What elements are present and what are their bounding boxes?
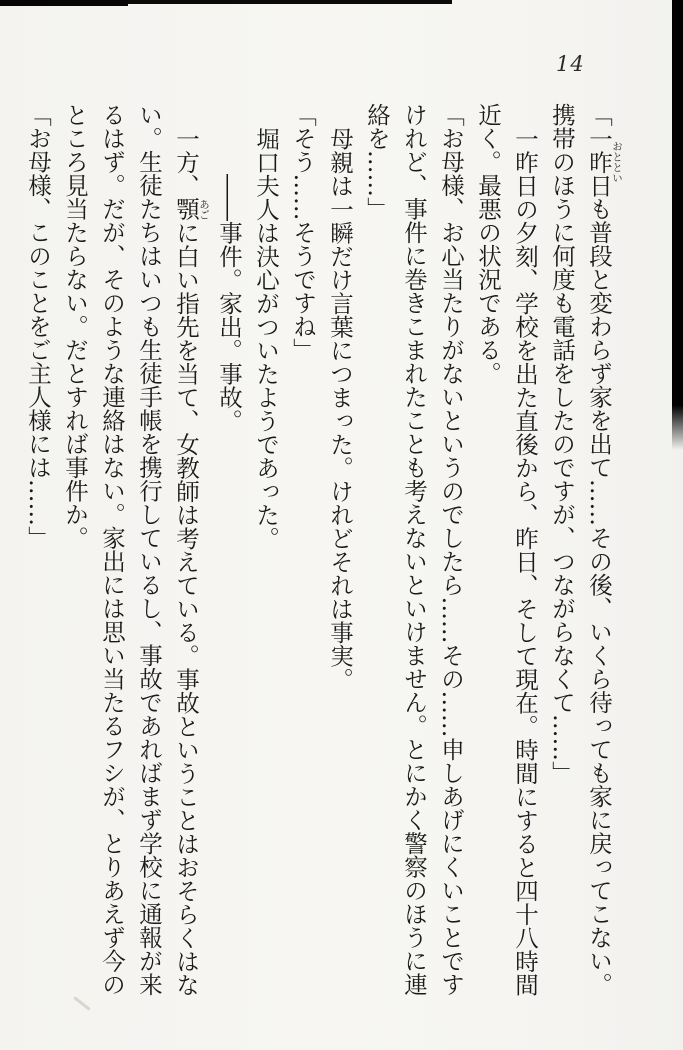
furigana: おととい <box>611 126 623 197</box>
text-paragraph: ――事件。家出。事故。 <box>215 173 243 432</box>
ruby-annotated-word: 顎あご <box>172 197 210 221</box>
scan-smudge <box>73 996 91 1011</box>
page-number: 14 <box>556 52 585 76</box>
text-paragraph: 「お母様、お心当たりがないというのでしたら……その……申しあげにくいことですけれど、事件に巻きこまれたことも考えないといけません。とにかく警察のほうに連絡を……」 <box>363 103 465 996</box>
text-paragraph: 母親は一瞬だけ言葉につまった。けれどそれは事実。 <box>326 126 354 691</box>
text-paragraph: 一方、顎あごに白い指先を当て、女教師は考えている。事故ということはおそらくはない。生徒たちはいつも生徒手帳を携行しているし、事故であればまず学校に通報が来るはず。だが、そのような連絡はない。家出には思い当たるフシが、とりあえず今のところ見当たらない。だとすれば事件か。 <box>61 103 210 996</box>
text-paragraph: 一昨日の夕刻、学校を出た直後から、昨日、そして現在。時間にすると四十八時間近く。最悪の状況である。 <box>474 103 539 996</box>
scan-edge-artifact-top-left <box>0 0 128 6</box>
text-paragraph: 堀口夫人は決心がついたようであった。 <box>252 126 280 550</box>
text-paragraph: 「お母様、このことをご主人様には……」 <box>24 103 52 550</box>
text-paragraph: 「一昨日おとといも普段と変わらず家を出て……その後、いくら待っても家に戻ってこない。携帯のほうに何度も電話をしたのですが、つながらなくて……」 <box>548 103 623 996</box>
text-paragraph: 「そう……そうですね」 <box>289 103 317 362</box>
scan-edge-artifact-right <box>672 0 683 450</box>
ruby-annotated-word: 一昨日おととい <box>585 126 623 197</box>
furigana: あご <box>198 197 210 221</box>
page-text <box>23 103 623 998</box>
